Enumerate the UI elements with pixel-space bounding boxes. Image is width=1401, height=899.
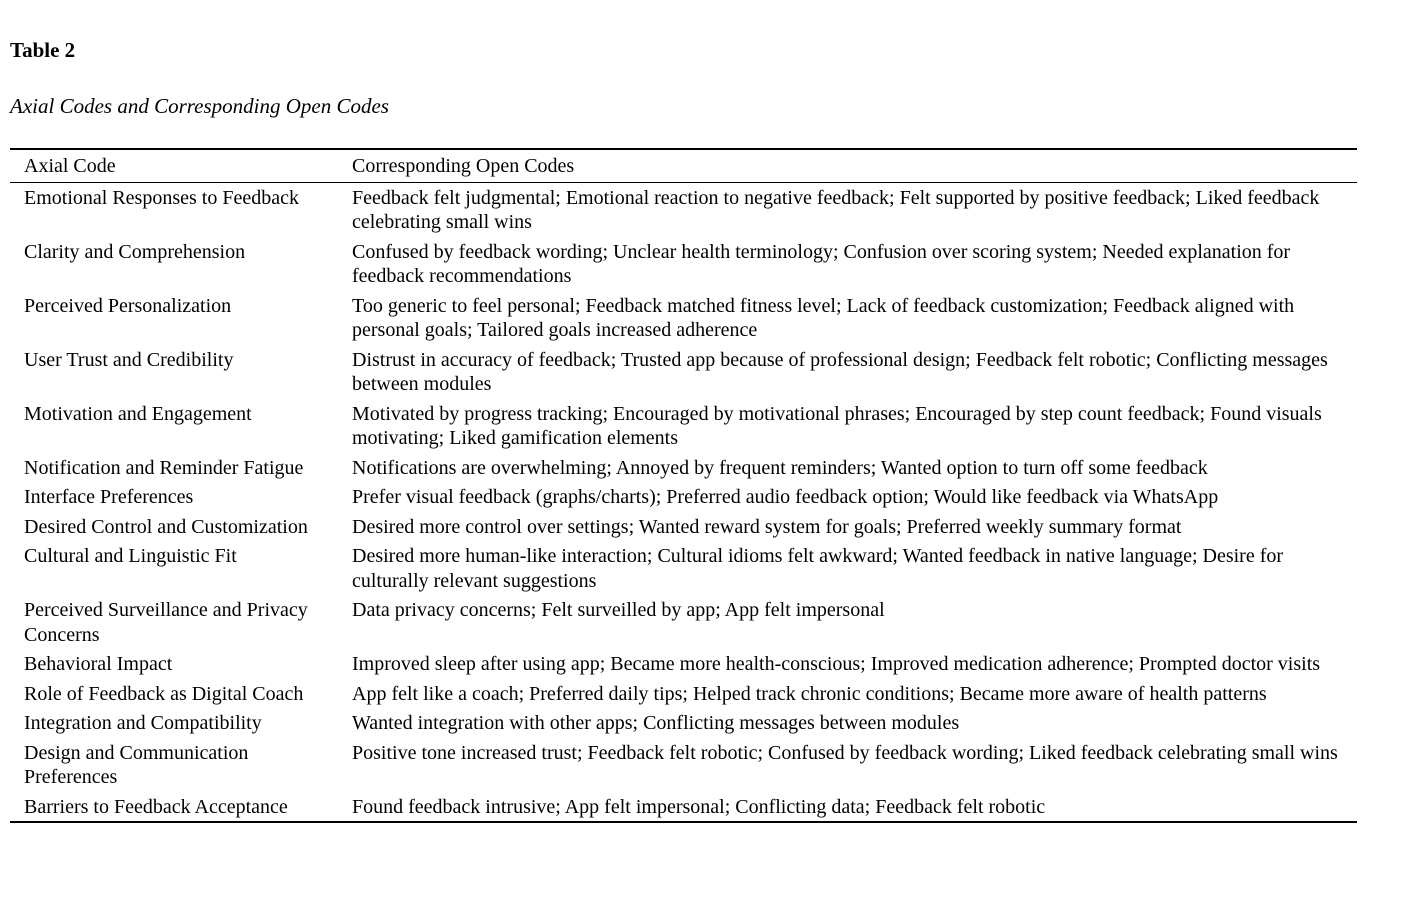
- open-codes-cell: Positive tone increased trust; Feedback felt robotic; Confused by feedback wording; Liked feedback celebrating small wins: [352, 741, 1338, 764]
- table-row: [10, 237, 1357, 291]
- axial-code-cell: Behavioral Impact: [24, 653, 173, 675]
- table-row: [10, 649, 1357, 679]
- table-row: [10, 453, 1357, 483]
- axial-code-cell: Clarity and Comprehension: [24, 240, 246, 263]
- open-codes-cell: Confused by feedback wording; Unclear health terminology; Confusion over scoring system; Needed explanation for feedback recommendations: [352, 240, 1291, 287]
- axial-code-cell: Barriers to Feedback Acceptance: [24, 795, 288, 818]
- axial-code-cell: Motivation and Engagement: [24, 402, 252, 425]
- table-number: Table 2: [10, 38, 76, 62]
- table-row: [10, 792, 1357, 823]
- open-codes-cell: Desired more control over settings; Wanted reward system for goals; Preferred weekly summary format: [352, 515, 1182, 538]
- table-row: [10, 512, 1357, 542]
- open-codes-cell: Wanted integration with other apps; Conflicting messages between modules: [352, 712, 960, 734]
- open-codes-cell: Notifications are overwhelming; Annoyed by frequent reminders; Wanted option to turn off some feedback: [352, 456, 1208, 479]
- table-row: [10, 595, 1357, 649]
- open-codes-cell: Found feedback intrusive; App felt impersonal; Conflicting data; Feedback felt robotic: [352, 795, 1046, 818]
- open-codes-cell: Too generic to feel personal; Feedback matched fitness level; Lack of feedback customization; Feedback aligned with personal goals; Tailored goals increased adherence: [352, 294, 1295, 341]
- table-caption: Axial Codes and Corresponding Open Codes: [10, 94, 389, 118]
- table-row: [10, 708, 1357, 738]
- axial-code-cell: Emotional Responses to Feedback: [24, 186, 299, 209]
- table-body: [10, 182, 1357, 822]
- axial-code-cell: Interface Preferences: [24, 486, 194, 508]
- column-header-axial-code: Axial Code: [10, 149, 352, 182]
- axial-code-cell: Design and Communication Preferences: [24, 741, 249, 788]
- table-row: [10, 679, 1357, 709]
- axial-code-cell: Role of Feedback as Digital Coach: [24, 682, 304, 705]
- open-codes-cell: Data privacy concerns; Felt surveilled by app; App felt impersonal: [352, 599, 885, 621]
- column-header-open-codes: Corresponding Open Codes: [352, 149, 1357, 182]
- table-row: [10, 345, 1357, 399]
- table-row: [10, 541, 1357, 595]
- axial-code-cell: Desired Control and Customization: [24, 515, 308, 538]
- axial-code-cell: Cultural and Linguistic Fit: [24, 545, 237, 567]
- open-codes-cell: Desired more human-like interaction; Cultural idioms felt awkward; Wanted feedback in native language; Desire for culturally relevant suggestions: [352, 545, 1284, 592]
- open-codes-cell: Improved sleep after using app; Became more health-conscious; Improved medication adherence; Prompted doctor visits: [352, 653, 1321, 675]
- open-codes-cell: Motivated by progress tracking; Encouraged by motivational phrases; Encouraged by step count feedback; Found visuals motivating; Liked gamification elements: [352, 402, 1322, 449]
- axial-code-cell: Integration and Compatibility: [24, 712, 262, 734]
- open-codes-cell: Prefer visual feedback (graphs/charts); Preferred audio feedback option; Would like feedback via WhatsApp: [352, 486, 1219, 508]
- open-codes-cell: Distrust in accuracy of feedback; Trusted app because of professional design; Feedback felt robotic; Conflicting messages between modules: [352, 348, 1328, 395]
- table-row: [10, 738, 1357, 792]
- axial-code-cell: Perceived Personalization: [24, 294, 232, 317]
- axial-codes-table: [10, 148, 1357, 823]
- table-row: [10, 291, 1357, 345]
- table-header-row: [10, 149, 1357, 182]
- table-row: [10, 482, 1357, 512]
- open-codes-cell: App felt like a coach; Preferred daily tips; Helped track chronic conditions; Became more aware of health patterns: [352, 682, 1267, 705]
- table-row: [10, 182, 1357, 237]
- table-row: [10, 399, 1357, 453]
- open-codes-cell: Feedback felt judgmental; Emotional reaction to negative feedback; Felt supported by positive feedback; Liked feedback celebrating small wins: [352, 186, 1320, 233]
- axial-code-cell: Notification and Reminder Fatigue: [24, 456, 304, 479]
- axial-code-cell: Perceived Surveillance and Privacy Concerns: [24, 599, 308, 646]
- table-block: [10, 38, 1357, 823]
- axial-code-cell: User Trust and Credibility: [24, 348, 234, 371]
